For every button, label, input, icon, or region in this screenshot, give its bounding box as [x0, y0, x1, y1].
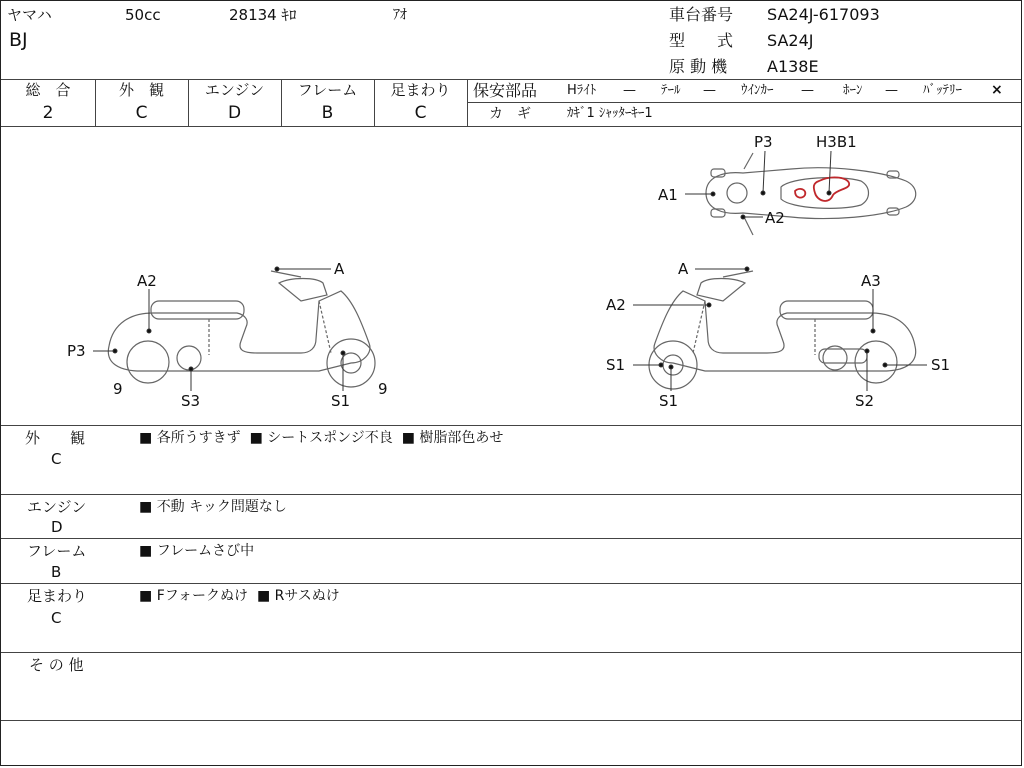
remark-item: フレームさび中: [156, 543, 255, 559]
remark-exterior-items: [139, 431, 503, 445]
grade-suspension-value: C: [414, 103, 427, 123]
label-left-9b: 9: [378, 380, 388, 398]
label-right-a: A: [678, 260, 689, 278]
safety-headlight: Hﾗｲﾄ: [567, 83, 597, 98]
label-top-a2: A2: [765, 209, 785, 227]
remark-engine-items: [139, 500, 287, 514]
label-right-s1a: S1: [606, 356, 626, 374]
key-label: カ ギ: [489, 106, 531, 122]
label-right-s1c: S1: [931, 356, 951, 374]
key-value: ｶｷﾞ1 ｼｬｯﾀｰｷｰ1: [567, 106, 653, 121]
type-label: 型 式: [669, 31, 734, 50]
safety-winker: ｳｲﾝｶｰ: [741, 83, 774, 98]
label-right-a2: A2: [606, 296, 626, 314]
frame-no: SA24J-617093: [767, 5, 880, 24]
grade-engine-value: D: [227, 103, 242, 123]
bullet-icon: ■: [245, 430, 263, 446]
divider: [1, 583, 1021, 584]
remark-item: 樹脂部色あせ: [419, 430, 504, 446]
label-left-9a: 9: [113, 380, 123, 398]
engine-value: A138E: [767, 57, 819, 76]
label-right-s1b: S1: [659, 392, 679, 410]
type-value: SA24J: [767, 31, 814, 50]
grade-frame-value: B: [321, 103, 334, 123]
safety-horn-mark: —: [885, 83, 898, 98]
grade-engine-label: エンジン: [204, 81, 265, 99]
safety-winker-mark: —: [801, 83, 814, 98]
label-left-a: A: [334, 260, 345, 278]
remark-suspension-label: 足まわり: [27, 587, 88, 605]
model-name: BJ: [9, 29, 28, 51]
maker: ヤマハ: [7, 6, 52, 24]
label-top-h3b1: H3B1: [816, 133, 857, 151]
damage-diagram: [1, 1, 1023, 425]
frame-no-label: 車台番号: [669, 5, 734, 24]
divider: [1, 652, 1021, 653]
bullet-icon: ■: [252, 588, 271, 604]
remark-engine-label: エンジン: [27, 498, 87, 516]
label-left-s1: S1: [331, 392, 351, 410]
grade-suspension-label: 足まわり: [390, 81, 451, 99]
remark-item: Rサスぬけ: [274, 588, 340, 604]
remark-frame-grade: B: [51, 563, 62, 581]
grade-total-value: 2: [42, 103, 54, 123]
remark-exterior-label: 外 観: [25, 429, 86, 447]
bullet-icon: ■: [139, 543, 153, 559]
engine-label: 原 動 機: [669, 57, 728, 76]
bullet-icon: ■: [139, 588, 153, 604]
divider: [1, 720, 1021, 721]
safety-tail: ﾃｰﾙ: [661, 83, 681, 98]
safety-tail-mark: —: [703, 83, 716, 98]
bullet-icon: ■: [139, 430, 153, 446]
label-right-s2: S2: [855, 392, 875, 410]
remark-item: 各所うすきず: [156, 430, 241, 446]
displacement: 50cc: [125, 6, 161, 24]
remark-item: シートスポンジ不良: [267, 430, 393, 446]
remark-frame-items: [139, 544, 254, 558]
remark-item: 不動 キック問題なし: [156, 499, 287, 515]
grade-total-label: 総 合: [25, 81, 71, 99]
divider: [1, 425, 1021, 426]
scooter-top-view: [706, 153, 916, 235]
safety-label: 保安部品: [473, 81, 538, 100]
label-left-s3: S3: [181, 392, 201, 410]
remark-exterior-grade: C: [51, 450, 62, 468]
bullet-icon: ■: [139, 499, 153, 515]
label-right-a3: A3: [861, 272, 881, 290]
grade-frame-label: フレーム: [297, 81, 358, 99]
label-left-p3: P3: [67, 342, 86, 360]
damage-marks: [795, 177, 849, 201]
safety-headlight-mark: —: [623, 83, 636, 98]
divider: [1, 494, 1021, 495]
remark-engine-grade: D: [51, 518, 63, 536]
safety-horn: ﾎｰﾝ: [843, 83, 863, 98]
label-top-p3: P3: [754, 133, 773, 151]
remark-item: Fフォークぬけ: [156, 588, 249, 604]
safety-battery-mark: ×: [991, 82, 1003, 98]
grade-exterior-label: 外 観: [118, 81, 164, 99]
grade-exterior-value: C: [135, 103, 148, 123]
remark-suspension-grade: C: [51, 609, 62, 627]
remark-frame-label: フレーム: [27, 542, 87, 560]
safety-battery: ﾊﾞｯﾃﾘｰ: [923, 83, 962, 98]
label-top-a1: A1: [658, 186, 678, 204]
remark-suspension-items: [139, 589, 340, 603]
label-left-a2: A2: [137, 272, 157, 290]
color: ｱｵ: [393, 7, 407, 23]
remark-other-label: そ の 他: [29, 656, 84, 674]
mileage: 28134 ｷﾛ: [229, 6, 297, 24]
bullet-icon: ■: [397, 430, 415, 446]
divider: [1, 538, 1021, 539]
